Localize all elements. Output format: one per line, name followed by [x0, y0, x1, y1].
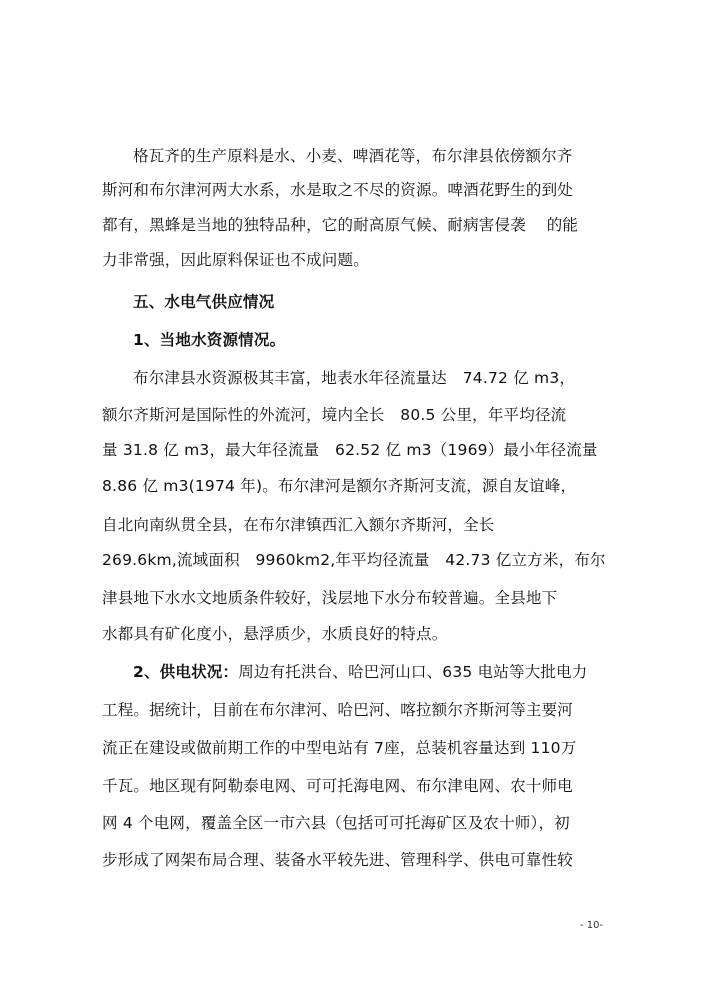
paragraph-line: 自北向南纵贯全县，在布尔津镇西汇入额尔齐斯河，全长 [102, 516, 495, 534]
paragraph-line: 津县地下水水文地质条件较好，浅层地下水分布较普遍。全县地下 [102, 589, 558, 607]
paragraph-line: 斯河和布尔津河两大水系，水是取之不尽的资源。啤酒花野生的到处 [102, 181, 574, 199]
paragraph-line: 都有，黑蜂是当地的独特品种，它的耐高原气候、耐病害侵袭 的能 [102, 216, 579, 234]
inline-text: 周边有托洪台、哈巴河山口、635 电站等大批电力 [238, 663, 588, 681]
paragraph-line: 流正在建设或做前期工作的中型电站有 7座，总装机容量达到 110万 [102, 739, 577, 757]
paragraph-line: 网 4 个电网，覆盖全区一市六县（包括可可托海矿区及农十师），初 [102, 814, 570, 832]
paragraph-line: 269.6km,流域面积 9960km2,年平均径流量 42.73 亿立方米，布尔 [102, 551, 606, 569]
paragraph-line: 量 31.8 亿 m3，最大年径流量 62.52 亿 m3（1969）最小年径流量 [102, 441, 598, 459]
paragraph-line: 千瓦。地区现有阿勒泰电网、可可托海电网、布尔津电网、农十师电 [102, 777, 574, 795]
paragraph-line: 力非常强，因此原料保证也不成问题。 [102, 251, 369, 269]
paragraph-line: 格瓦齐的生产原料是水、小麦、啤酒花等，布尔津县依傍额尔齐 [133, 147, 573, 165]
paragraph-line: 水都具有矿化度小，悬浮质少，水质良好的特点。 [102, 625, 448, 643]
paragraph-line: 工程。据统计，目前在布尔津河、哈巴河、喀拉额尔齐斯河等主要河 [102, 701, 574, 719]
subsection-heading: 1、当地水资源情况。 [133, 331, 286, 349]
page-number: - 10- [580, 920, 604, 931]
inline-heading: 2、供电状况： [133, 663, 239, 681]
section-heading: 五、水电气供应情况 [133, 293, 275, 311]
paragraph-line: 额尔齐斯河是国际性的外流河，境内全长 80.5 公里，年平均径流 [102, 406, 567, 424]
paragraph-line [133, 662, 633, 682]
paragraph-line: 8.86 亿 m3(1974 年)。布尔津河是额尔齐斯河支流，源自友谊峰， [102, 477, 577, 495]
paragraph-line: 布尔津县水资源极其丰富，地表水年径流量达 74.72 亿 m3， [133, 369, 576, 387]
paragraph-line: 步形成了网架布局合理、装备水平较先进、管理科学、供电可靠性较 [102, 851, 574, 869]
